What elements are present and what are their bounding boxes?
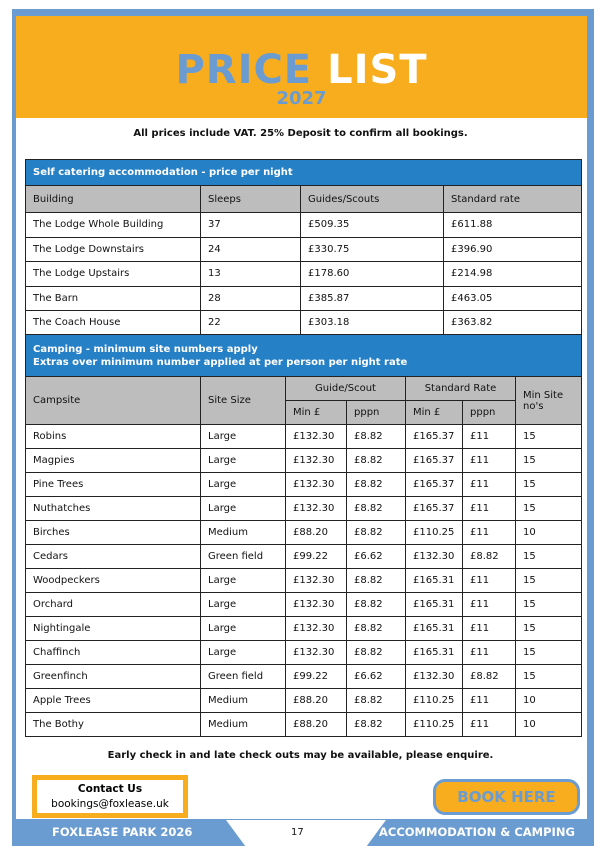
table-cell: 15	[516, 449, 582, 473]
table-cell: £8.82	[347, 713, 406, 737]
table-cell: £110.25	[406, 521, 463, 545]
table-cell: £132.30	[286, 497, 347, 521]
table-cell: 15	[516, 665, 582, 689]
table-cell: £6.62	[347, 545, 406, 569]
table-cell: £165.31	[406, 617, 463, 641]
table-cell: 37	[201, 213, 301, 238]
self-catering-table	[25, 159, 582, 336]
table-cell: £132.30	[406, 665, 463, 689]
col-header: Guides/Scouts	[301, 186, 444, 213]
table-cell: 13	[201, 262, 301, 287]
table-cell: £463.05	[444, 286, 582, 311]
table-cell: £8.82	[347, 497, 406, 521]
table-cell: £132.30	[286, 641, 347, 665]
table-cell: £8.82	[347, 617, 406, 641]
col-gs-pppn: pppn	[347, 401, 406, 425]
table-cell: Large	[201, 569, 286, 593]
table-cell: The Lodge Downstairs	[26, 237, 201, 262]
table-cell: £385.87	[301, 286, 444, 311]
table-cell: 10	[516, 713, 582, 737]
table-cell: Chaffinch	[26, 641, 201, 665]
camping-title-line1: Camping - minimum site numbers apply	[33, 343, 258, 355]
table-row	[26, 497, 582, 521]
table-cell: £8.82	[463, 665, 516, 689]
table-cell: Medium	[201, 713, 286, 737]
table-cell: £8.82	[347, 473, 406, 497]
table-cell: £165.37	[406, 473, 463, 497]
table-cell: 15	[516, 569, 582, 593]
table-cell: £165.37	[406, 425, 463, 449]
table-cell: £132.30	[406, 545, 463, 569]
table-cell: £611.88	[444, 213, 582, 238]
table-cell: 22	[201, 311, 301, 336]
camping-table	[25, 334, 582, 737]
table-row	[26, 286, 582, 311]
table-row	[26, 521, 582, 545]
col-header: Standard rate	[444, 186, 582, 213]
table-cell: £11	[463, 713, 516, 737]
table-cell: £132.30	[286, 425, 347, 449]
footer-left: FOXLEASE PARK 2026	[52, 825, 193, 839]
table-cell: £8.82	[347, 449, 406, 473]
header-banner	[16, 16, 587, 118]
table-cell: 15	[516, 425, 582, 449]
col-gs-min: Min £	[286, 401, 347, 425]
table-row	[26, 593, 582, 617]
footer-right: ACCOMMODATION & CAMPING	[379, 825, 575, 839]
table-cell: £363.82	[444, 311, 582, 336]
table-row	[26, 689, 582, 713]
table-cell: £165.31	[406, 593, 463, 617]
col-campsite: Campsite	[26, 377, 201, 425]
col-sr-min: Min £	[406, 401, 463, 425]
table-row	[26, 449, 582, 473]
table-cell: Large	[201, 497, 286, 521]
table-cell: Woodpeckers	[26, 569, 201, 593]
contact-email[interactable]: bookings@foxlease.uk	[51, 798, 169, 810]
self-catering-title: Self catering accommodation - price per night	[26, 160, 582, 186]
table-cell: £88.20	[286, 689, 347, 713]
table-cell: The Lodge Upstairs	[26, 262, 201, 287]
table-cell: £165.31	[406, 569, 463, 593]
table-cell: £99.22	[286, 545, 347, 569]
table-cell: Pine Trees	[26, 473, 201, 497]
table-cell: £214.98	[444, 262, 582, 287]
table-row	[26, 713, 582, 737]
table-cell: £165.31	[406, 641, 463, 665]
table-cell: £165.37	[406, 449, 463, 473]
col-min-site: Min Site no's	[516, 377, 582, 425]
page-number: 17	[291, 827, 304, 838]
table-cell: £8.82	[347, 593, 406, 617]
table-cell: 15	[516, 617, 582, 641]
table-cell: £11	[463, 473, 516, 497]
footer-note: Early check in and late check outs may be available, please enquire.	[107, 750, 494, 761]
table-row	[26, 545, 582, 569]
table-row	[26, 473, 582, 497]
table-row	[26, 311, 582, 336]
table-cell: Large	[201, 449, 286, 473]
footer-page-tab	[226, 820, 386, 846]
table-cell: £110.25	[406, 713, 463, 737]
table-cell: Medium	[201, 689, 286, 713]
title-list: LIST	[327, 47, 428, 93]
table-cell: £110.25	[406, 689, 463, 713]
table-cell: The Coach House	[26, 311, 201, 336]
table-cell: £6.62	[347, 665, 406, 689]
table-cell: £11	[463, 593, 516, 617]
col-header: Building	[26, 186, 201, 213]
table-cell: £11	[463, 497, 516, 521]
table-cell: Robins	[26, 425, 201, 449]
col-standard-rate: Standard Rate	[406, 377, 516, 401]
table-cell: £165.37	[406, 497, 463, 521]
table-row	[26, 665, 582, 689]
table-cell: £88.20	[286, 713, 347, 737]
table-row	[26, 262, 582, 287]
table-cell: The Lodge Whole Building	[26, 213, 201, 238]
table-cell: £11	[463, 449, 516, 473]
col-sr-pppn: pppn	[463, 401, 516, 425]
table-cell: 10	[516, 689, 582, 713]
page-title	[16, 46, 587, 94]
book-here-button[interactable]: BOOK HERE	[433, 779, 580, 815]
table-row	[26, 641, 582, 665]
table-cell: £11	[463, 425, 516, 449]
table-cell: 15	[516, 545, 582, 569]
table-cell: 15	[516, 593, 582, 617]
table-cell: £132.30	[286, 593, 347, 617]
table-row	[26, 569, 582, 593]
table-cell: 15	[516, 473, 582, 497]
table-cell: Orchard	[26, 593, 201, 617]
table-cell: 28	[201, 286, 301, 311]
table-cell: £11	[463, 689, 516, 713]
table-cell: £8.82	[347, 425, 406, 449]
col-header: Sleeps	[201, 186, 301, 213]
table-cell: Nightingale	[26, 617, 201, 641]
table-cell: 10	[516, 521, 582, 545]
camping-title	[26, 335, 582, 377]
table-row	[26, 237, 582, 262]
table-cell: Cedars	[26, 545, 201, 569]
table-cell: Medium	[201, 521, 286, 545]
table-cell: The Bothy	[26, 713, 201, 737]
table-cell: £330.75	[301, 237, 444, 262]
table-cell: £8.82	[347, 689, 406, 713]
table-cell: The Barn	[26, 286, 201, 311]
table-cell: Birches	[26, 521, 201, 545]
table-cell: £99.22	[286, 665, 347, 689]
camping-title-line2: Extras over minimum number applied at per person per night rate	[33, 356, 408, 368]
table-cell: £303.18	[301, 311, 444, 336]
table-cell: Green field	[201, 665, 286, 689]
contact-title: Contact Us	[77, 783, 143, 795]
table-cell: £11	[463, 521, 516, 545]
table-cell: £396.90	[444, 237, 582, 262]
table-cell: £132.30	[286, 473, 347, 497]
table-cell: £509.35	[301, 213, 444, 238]
table-cell: Apple Trees	[26, 689, 201, 713]
table-cell: Large	[201, 617, 286, 641]
table-cell: 24	[201, 237, 301, 262]
table-cell: £132.30	[286, 569, 347, 593]
table-cell: £8.82	[347, 521, 406, 545]
table-cell: £132.30	[286, 449, 347, 473]
title-price: PRICE	[175, 47, 313, 93]
table-cell: Green field	[201, 545, 286, 569]
table-cell: Magpies	[26, 449, 201, 473]
intro-note: All prices include VAT. 25% Deposit to confirm all bookings.	[133, 128, 468, 139]
table-cell: £11	[463, 569, 516, 593]
col-site-size: Site Size	[201, 377, 286, 425]
table-cell: £11	[463, 617, 516, 641]
table-cell: Large	[201, 641, 286, 665]
contact-box	[32, 775, 188, 818]
table-row	[26, 213, 582, 238]
table-cell: £8.82	[463, 545, 516, 569]
table-cell: Large	[201, 593, 286, 617]
table-cell: Large	[201, 473, 286, 497]
table-cell: Greenfinch	[26, 665, 201, 689]
table-cell: 15	[516, 497, 582, 521]
col-guide-scout: Guide/Scout	[286, 377, 406, 401]
table-cell: 15	[516, 641, 582, 665]
table-cell: Nuthatches	[26, 497, 201, 521]
table-row	[26, 617, 582, 641]
year: 2027	[276, 88, 327, 109]
table-row	[26, 425, 582, 449]
table-cell: Large	[201, 425, 286, 449]
table-cell: £132.30	[286, 617, 347, 641]
table-cell: £8.82	[347, 569, 406, 593]
table-cell: £8.82	[347, 641, 406, 665]
table-cell: £11	[463, 641, 516, 665]
table-cell: £88.20	[286, 521, 347, 545]
table-cell: £178.60	[301, 262, 444, 287]
